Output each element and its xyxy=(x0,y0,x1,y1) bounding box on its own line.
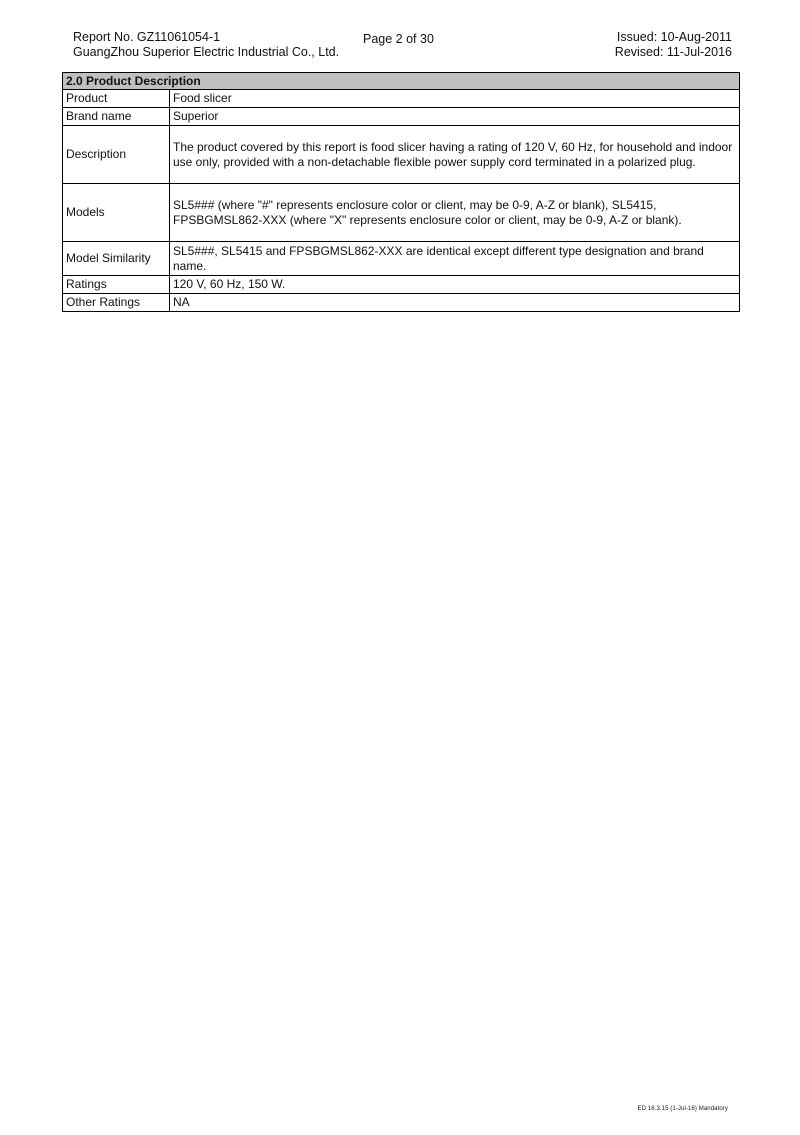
row-label: Description xyxy=(63,126,170,184)
row-value: The product covered by this report is food slicer having a rating of 120 V, 60 Hz, for household and indoor use only, provided with a non-detachable flexible power supply cord terminated in a polarized plug. xyxy=(170,126,740,184)
form-code: ED 16.3.15 (1-Jul-16) Mandatory xyxy=(637,1106,728,1112)
page-number: Page 2 of 30 xyxy=(363,32,434,46)
table-row-models xyxy=(63,184,740,242)
row-label: Product xyxy=(63,90,170,108)
page-header xyxy=(73,30,732,64)
report-number: Report No. GZ11061054-1 xyxy=(73,30,221,44)
issued-date: Issued: 10-Aug-2011 xyxy=(616,30,732,44)
row-label: Brand name xyxy=(63,108,170,126)
table-row-brand xyxy=(63,108,740,126)
table-row-product xyxy=(63,90,740,108)
table-row-other-ratings xyxy=(63,294,740,312)
row-value: NA xyxy=(170,294,740,312)
table-row-ratings xyxy=(63,276,740,294)
product-description-table xyxy=(62,72,740,312)
table-row-model-similarity xyxy=(63,242,740,276)
row-value: SL5### (where "#" represents enclosure color or client, may be 0-9, A-Z or blank), SL5415, FPSBGMSL862-XXX (where "X" represents enclosure color or client, may be 0-9, A-Z or blank). xyxy=(170,184,740,242)
row-label: Other Ratings xyxy=(63,294,170,312)
row-value: Superior xyxy=(170,108,740,126)
revised-date: Revised: 11-Jul-2016 xyxy=(614,45,732,59)
section-title: 2.0 Product Description xyxy=(63,73,740,90)
row-value: 120 V, 60 Hz, 150 W. xyxy=(170,276,740,294)
section-header-row xyxy=(63,73,740,90)
header-right xyxy=(615,30,732,60)
company-name: GuangZhou Superior Electric Industrial Co., Ltd. xyxy=(73,45,340,59)
row-label: Ratings xyxy=(63,276,170,294)
row-label: Models xyxy=(63,184,170,242)
row-value: SL5###, SL5415 and FPSBGMSL862-XXX are identical except different type designation and brand name. xyxy=(170,242,740,276)
header-left xyxy=(73,30,339,60)
row-value: Food slicer xyxy=(170,90,740,108)
row-label: Model Similarity xyxy=(63,242,170,276)
table-row-description xyxy=(63,126,740,184)
